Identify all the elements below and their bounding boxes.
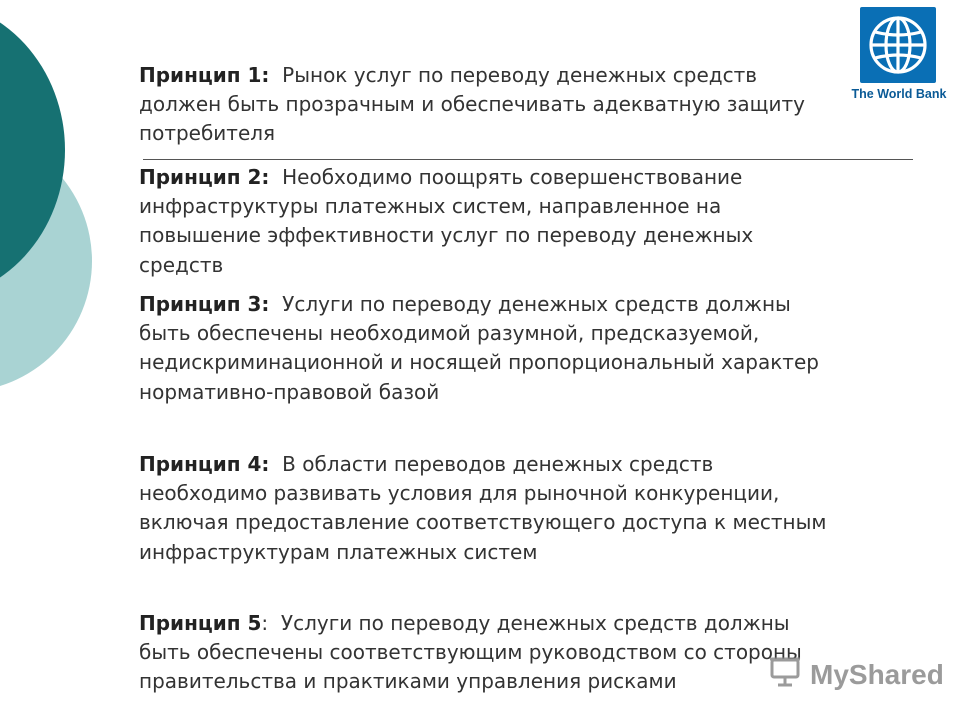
principle-label: Принцип 4:	[139, 452, 270, 476]
globe-logo-icon	[860, 7, 936, 83]
principle-3	[139, 290, 839, 407]
principle-label: Принцип 1:	[139, 63, 270, 87]
principle-text: Необходимо поощрять совершенствование инфраструктуры платежных систем, направленное на повышение эффективности услуг по переводу денежных средств	[139, 165, 754, 277]
watermark-text: MyShared	[810, 659, 944, 690]
principle-colon: :	[261, 611, 269, 635]
principle-label: Принцип 2:	[139, 165, 270, 189]
principle-text: Услуги по переводу денежных средств должны быть обеспечены необходимой разумной, предсказуемой, недискриминационной и носящей пропорциональный характер нормативно-правовой базой	[139, 292, 819, 404]
world-bank-logo	[840, 5, 958, 105]
principle-2	[139, 163, 839, 280]
presentation-board-icon	[768, 656, 804, 695]
principle-text: Рынок услуг по переводу денежных средств должен быть прозрачным и обеспечивать адекватную защиту потребителя	[139, 63, 805, 146]
principle-text: Услуги по переводу денежных средств должны быть обеспечены соответствующим руководством со стороны правительства и практиками управления рисками	[139, 611, 802, 694]
divider-line	[143, 159, 913, 160]
principle-1	[139, 61, 839, 149]
principle-label: Принцип 3:	[139, 292, 270, 316]
logo-text: The World Bank	[851, 87, 947, 101]
principle-5	[139, 609, 839, 697]
myshared-watermark	[768, 655, 944, 695]
principle-4	[139, 450, 839, 567]
principle-text: В области переводов денежных средств необходимо развивать условия для рыночной конкуренции, включая предоставление соответствующего доступа к местным инфраструктурам платежных систем	[139, 452, 827, 564]
principle-label: Принцип 5	[139, 611, 262, 635]
